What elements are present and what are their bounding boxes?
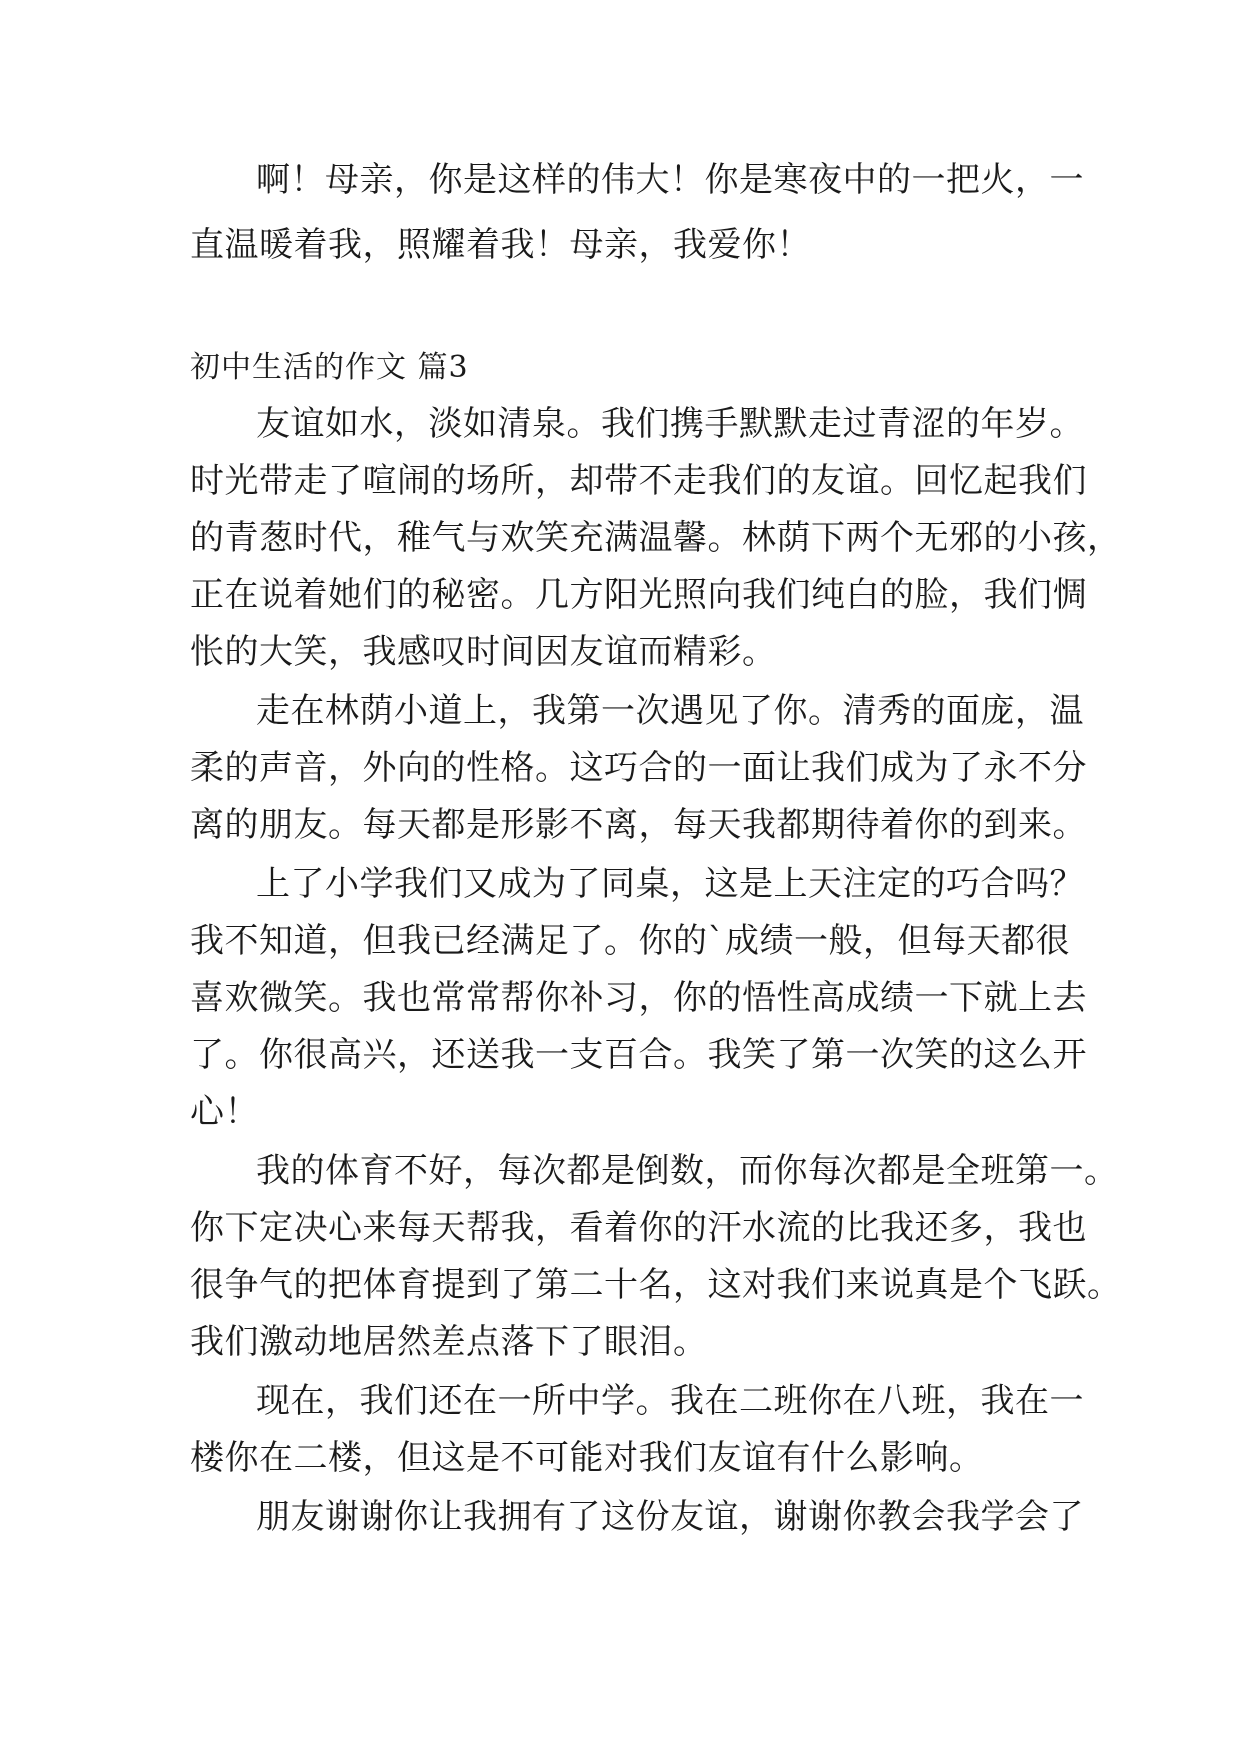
paragraph-line: 了。你很高兴，还送我一支百合。我笑了第一次笑的这么开 <box>190 1035 1087 1075</box>
paragraph-line: 走在林荫小道上，我第一次遇见了你。清秀的面庞，温 <box>256 691 1084 731</box>
paragraph-line: 正在说着她们的秘密。几方阳光照向我们纯白的脸，我们惆 <box>190 575 1087 615</box>
paragraph-line: 上了小学我们又成为了同桌，这是上天注定的巧合吗？ <box>256 864 1084 904</box>
paragraph-line: 喜欢微笑。我也常常帮你补习，你的悟性高成绩一下就上去 <box>190 978 1087 1018</box>
paragraph-line: 你下定决心来每天帮我，看着你的汗水流的比我还多，我也 <box>190 1208 1087 1248</box>
paragraph-line: 的青葱时代，稚气与欢笑充满温馨。林荫下两个无邪的小孩， <box>190 518 1122 558</box>
paragraph-line: 很争气的把体育提到了第二十名，这对我们来说真是个飞跃。 <box>190 1265 1122 1305</box>
paragraph-line: 离的朋友。每天都是形影不离，每天我都期待着你的到来。 <box>190 805 1087 845</box>
paragraph-line: 楼你在二楼，但这是不可能对我们友谊有什么影响。 <box>190 1438 984 1478</box>
section-heading: 初中生活的作文 篇3 <box>190 350 469 385</box>
paragraph-line: 我不知道，但我已经满足了。你的`成绩一般，但每天都很 <box>190 921 1070 961</box>
paragraph-line: 我的体育不好，每次都是倒数，而你每次都是全班第一。 <box>256 1151 1119 1191</box>
paragraph-line: 啊！母亲，你是这样的伟大！你是寒夜中的一把火，一 <box>256 160 1084 200</box>
paragraph-line: 直温暖着我，照耀着我！母亲，我爱你！ <box>190 225 811 265</box>
paragraph-line: 现在，我们还在一所中学。我在二班你在八班，我在一 <box>256 1381 1084 1421</box>
paragraph-line: 怅的大笑，我感叹时间因友谊而精彩。 <box>190 632 777 672</box>
paragraph-line: 友谊如水，淡如清泉。我们携手默默走过青涩的年岁。 <box>256 404 1084 444</box>
paragraph-line: 朋友谢谢你让我拥有了这份友谊，谢谢你教会我学会了 <box>256 1497 1084 1537</box>
paragraph-line: 柔的声音，外向的性格。这巧合的一面让我们成为了永不分 <box>190 748 1087 788</box>
paragraph-line: 心！ <box>190 1092 259 1132</box>
paragraph-line: 我们激动地居然差点落下了眼泪。 <box>190 1322 708 1362</box>
paragraph-line: 时光带走了喧闹的场所，却带不走我们的友谊。回忆起我们 <box>190 461 1087 501</box>
